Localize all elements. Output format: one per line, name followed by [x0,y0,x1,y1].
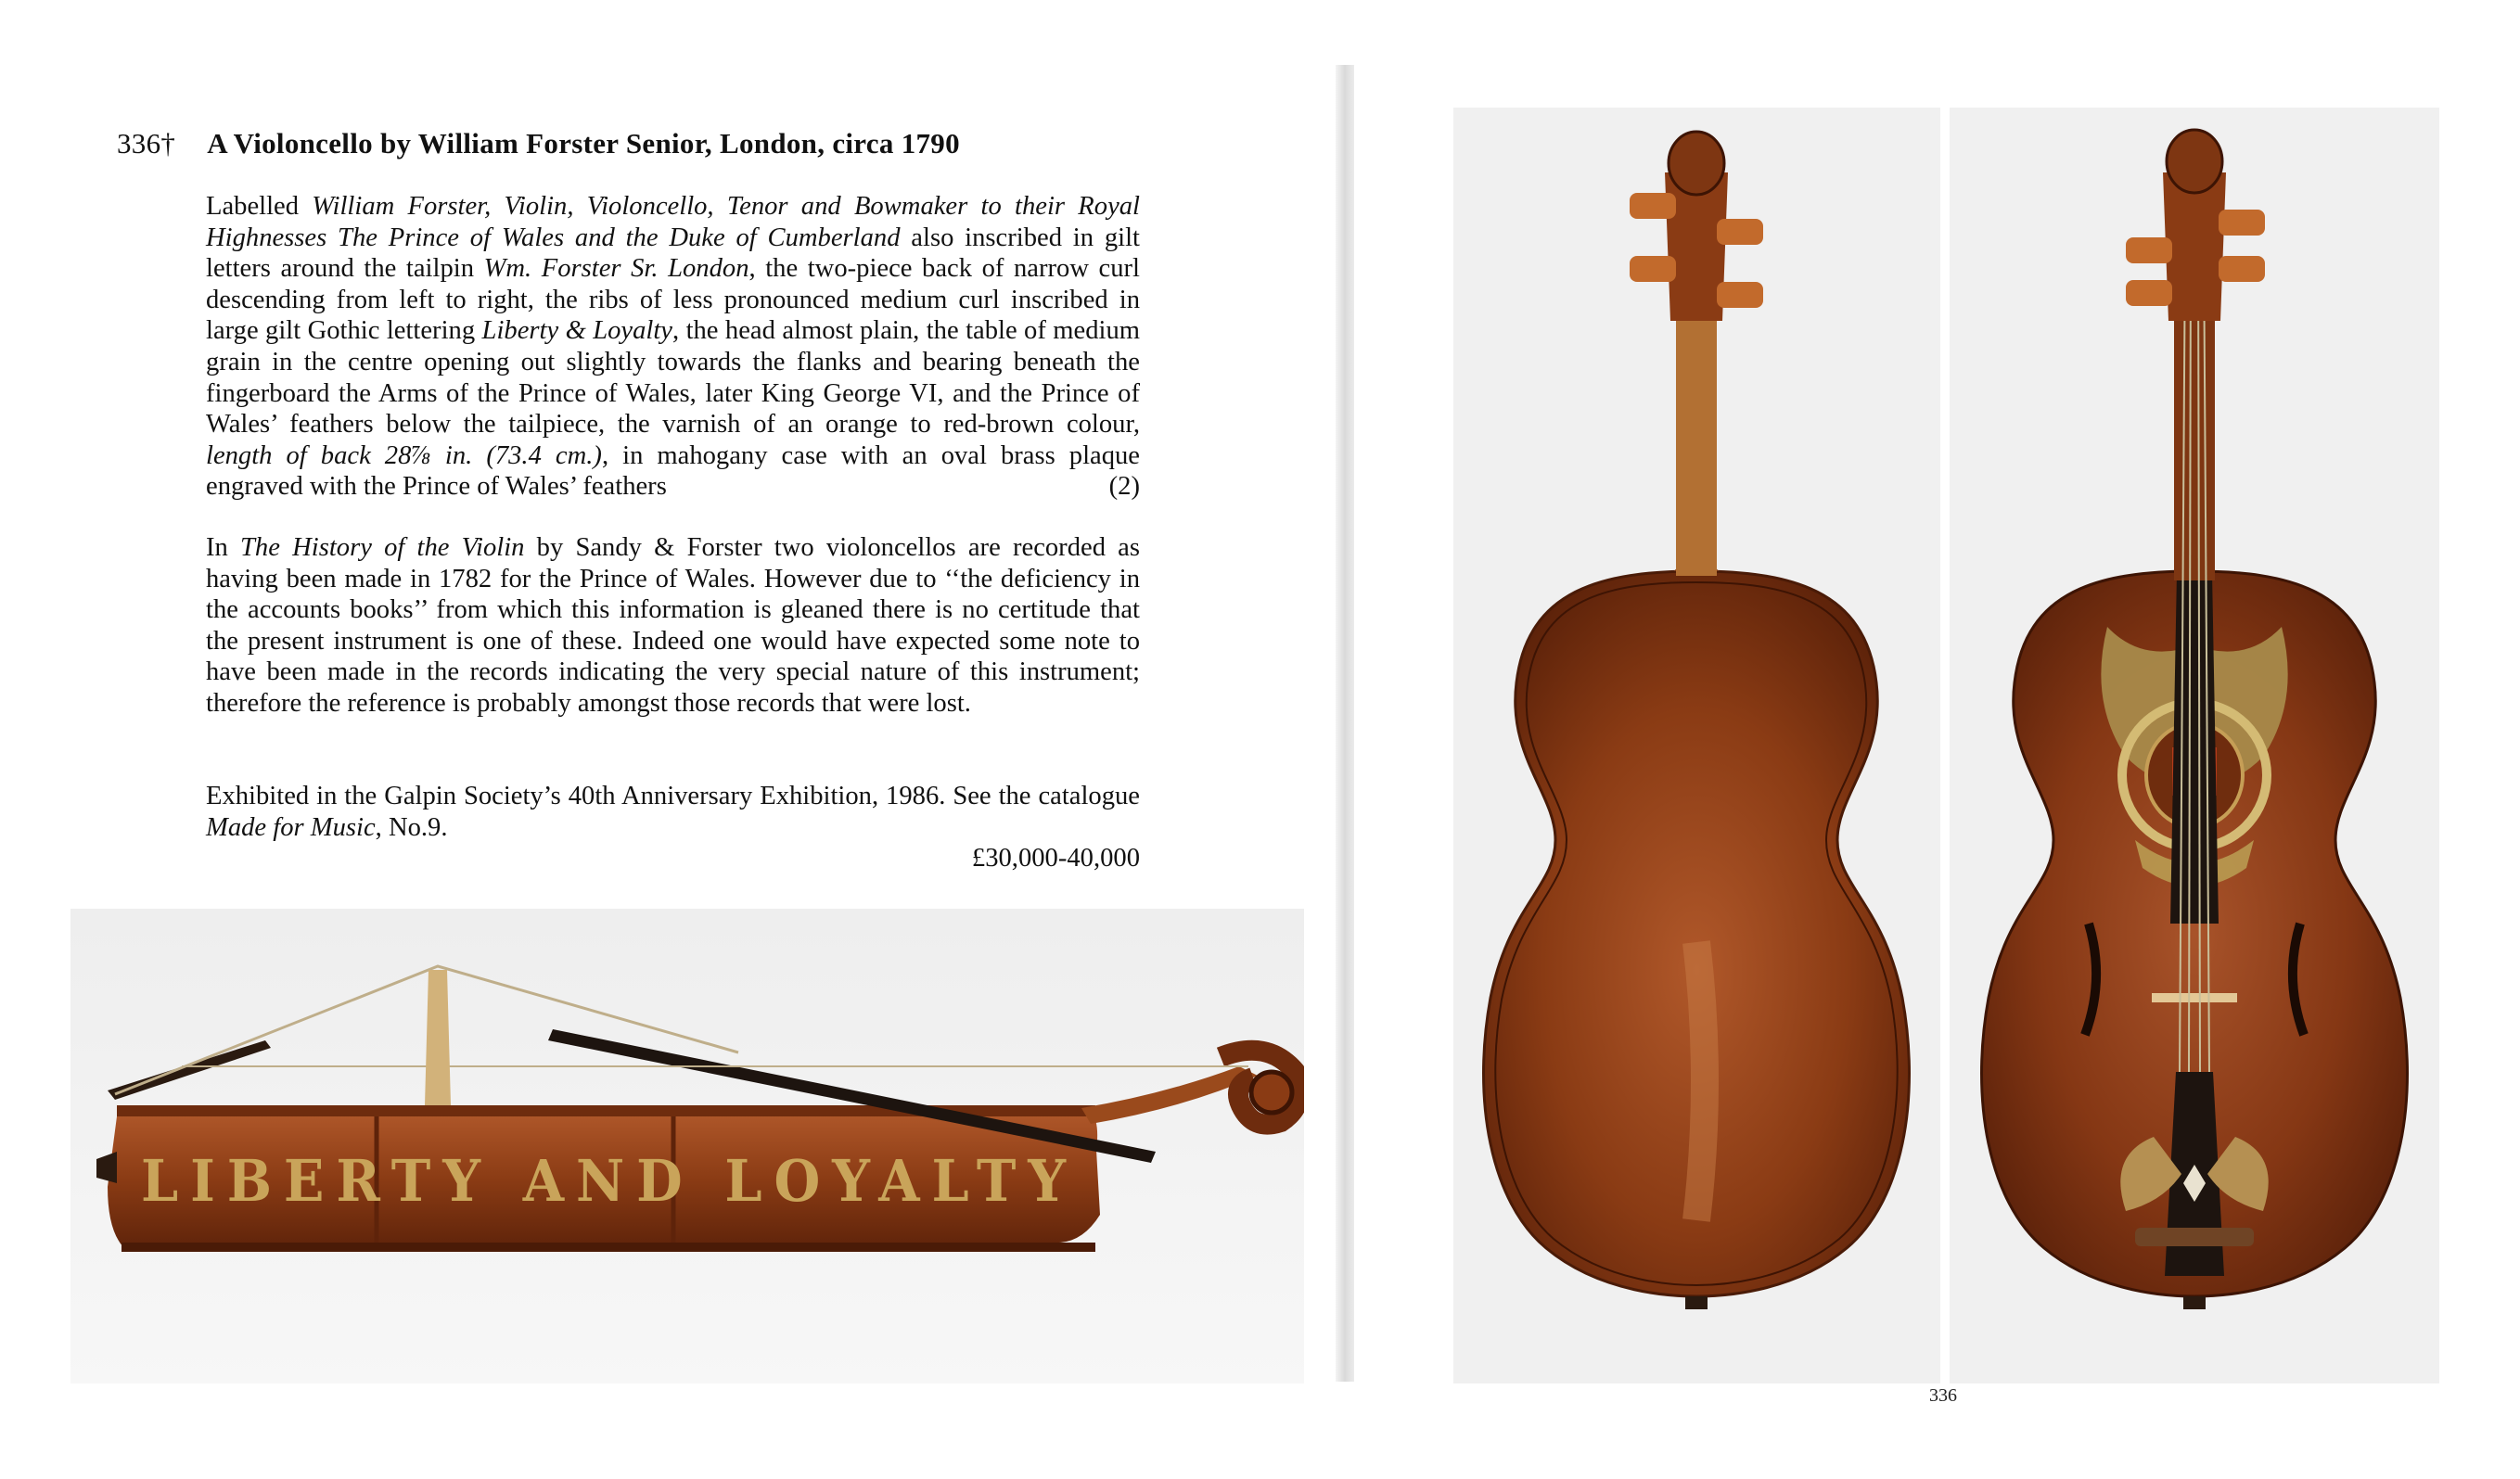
description-text: , in mahogany case with an oval brass plaque engraved with the Prince of Wales’ feathers [206,440,1140,502]
rib-inscription: Liberty & Loyalty [481,316,672,346]
bottom-edge [122,1243,1095,1252]
peg-upper-left [1630,193,1676,219]
book-title: The History of the Violin [240,533,525,562]
provenance-text: by Sandy & Forster two violoncellos are recorded as having been made in 1782 for the Prince of Wales. However due to ‘‘the deficiency in the accounts books’’ from which this information is gleaned there is no certitude that the present instrument is one of these. Indeed one would have expected some note to have been made in the records indicating the very special nature of this instrument; therefore the reference is probably amongst those records that were lost. [206,533,1141,718]
description-text: also inscribed in gilt letters around the tailpin [206,223,1140,284]
peg-upper-left [2126,237,2172,263]
peg-lower-left [1630,256,1676,282]
page-number: 336 [1929,1385,1957,1406]
price-estimate: £30,000-40,000 [971,844,1140,873]
exhibition-text: Exhibited in the Galpin Society’s 40th Anniversary Exhibition, 1986. See the catalogue [206,782,1140,810]
back-highlight [1696,942,1705,1220]
endpin [1685,1296,1708,1309]
book-gutter [1336,65,1354,1382]
provenance-text: In [206,533,241,562]
lot-number: 336† [117,127,176,159]
description-text: , the head almost plain, the table of medium grain in the centre opening out slightly towards the flanks and bearing beneath the fingerboard the Arms of the Prince of Wales, later King George VI, and the Prince of Wales’ feathers below the tailpiece, the varnish of an orange to red-brown colour, [206,316,1141,440]
cello-side-photo [70,909,1304,1383]
scroll [2167,130,2222,193]
endpin [2183,1296,2206,1309]
cello-back-illustration [1453,108,1940,1383]
label-inscription: William Forster, Violin, Violoncello, Tenor and Bowmaker to their Royal Highnesses The Prince of Wales and the Duke of Cumberland [206,192,1140,252]
rib-inscription-gilt: LIBERTY AND LOYALTY [141,1147,1078,1215]
pegbox [2163,172,2226,321]
exhibition-paragraph [206,781,1140,843]
peg-lower-left [2126,280,2172,306]
peg-upper-right [2219,210,2265,236]
tailpiece [108,1040,271,1100]
bridge [425,970,451,1105]
cello-back-photo [1453,108,1940,1383]
catalogue-title: Made for Music [206,812,376,842]
scroll [1669,132,1724,195]
tailpin-inscription: Wm. Forster Sr. London [483,254,749,284]
lot-description [206,191,1140,503]
lot-heading [117,127,960,160]
exhibition-text: , No.9. [375,812,448,842]
peg-lower-right [1717,282,1763,308]
cello-front-illustration [1950,108,2439,1383]
description-text: , the two-piece back of narrow curl descending from left to right, the ribs of less pronounced medium curl inscribed in large gilt Gothic lettering [206,254,1140,346]
neck [1676,312,1717,576]
description-text: Labelled [206,192,313,221]
lot-title: A Violoncello by William Forster Senior, London, circa 1790 [207,127,960,159]
provenance-paragraph [206,532,1140,720]
peg-lower-right [2219,256,2265,282]
cello-front-photo [1950,108,2439,1383]
endpin [96,1152,117,1183]
item-quantity: (2) [1108,472,1140,502]
back-length: length of back 28⅞ in. (73.4 cm.) [206,440,602,470]
peg-upper-right [1717,219,1763,245]
scroll-eye [1251,1072,1292,1113]
neck [2174,312,2215,580]
cello-side-illustration [70,909,1304,1383]
bridge [2152,993,2237,1002]
